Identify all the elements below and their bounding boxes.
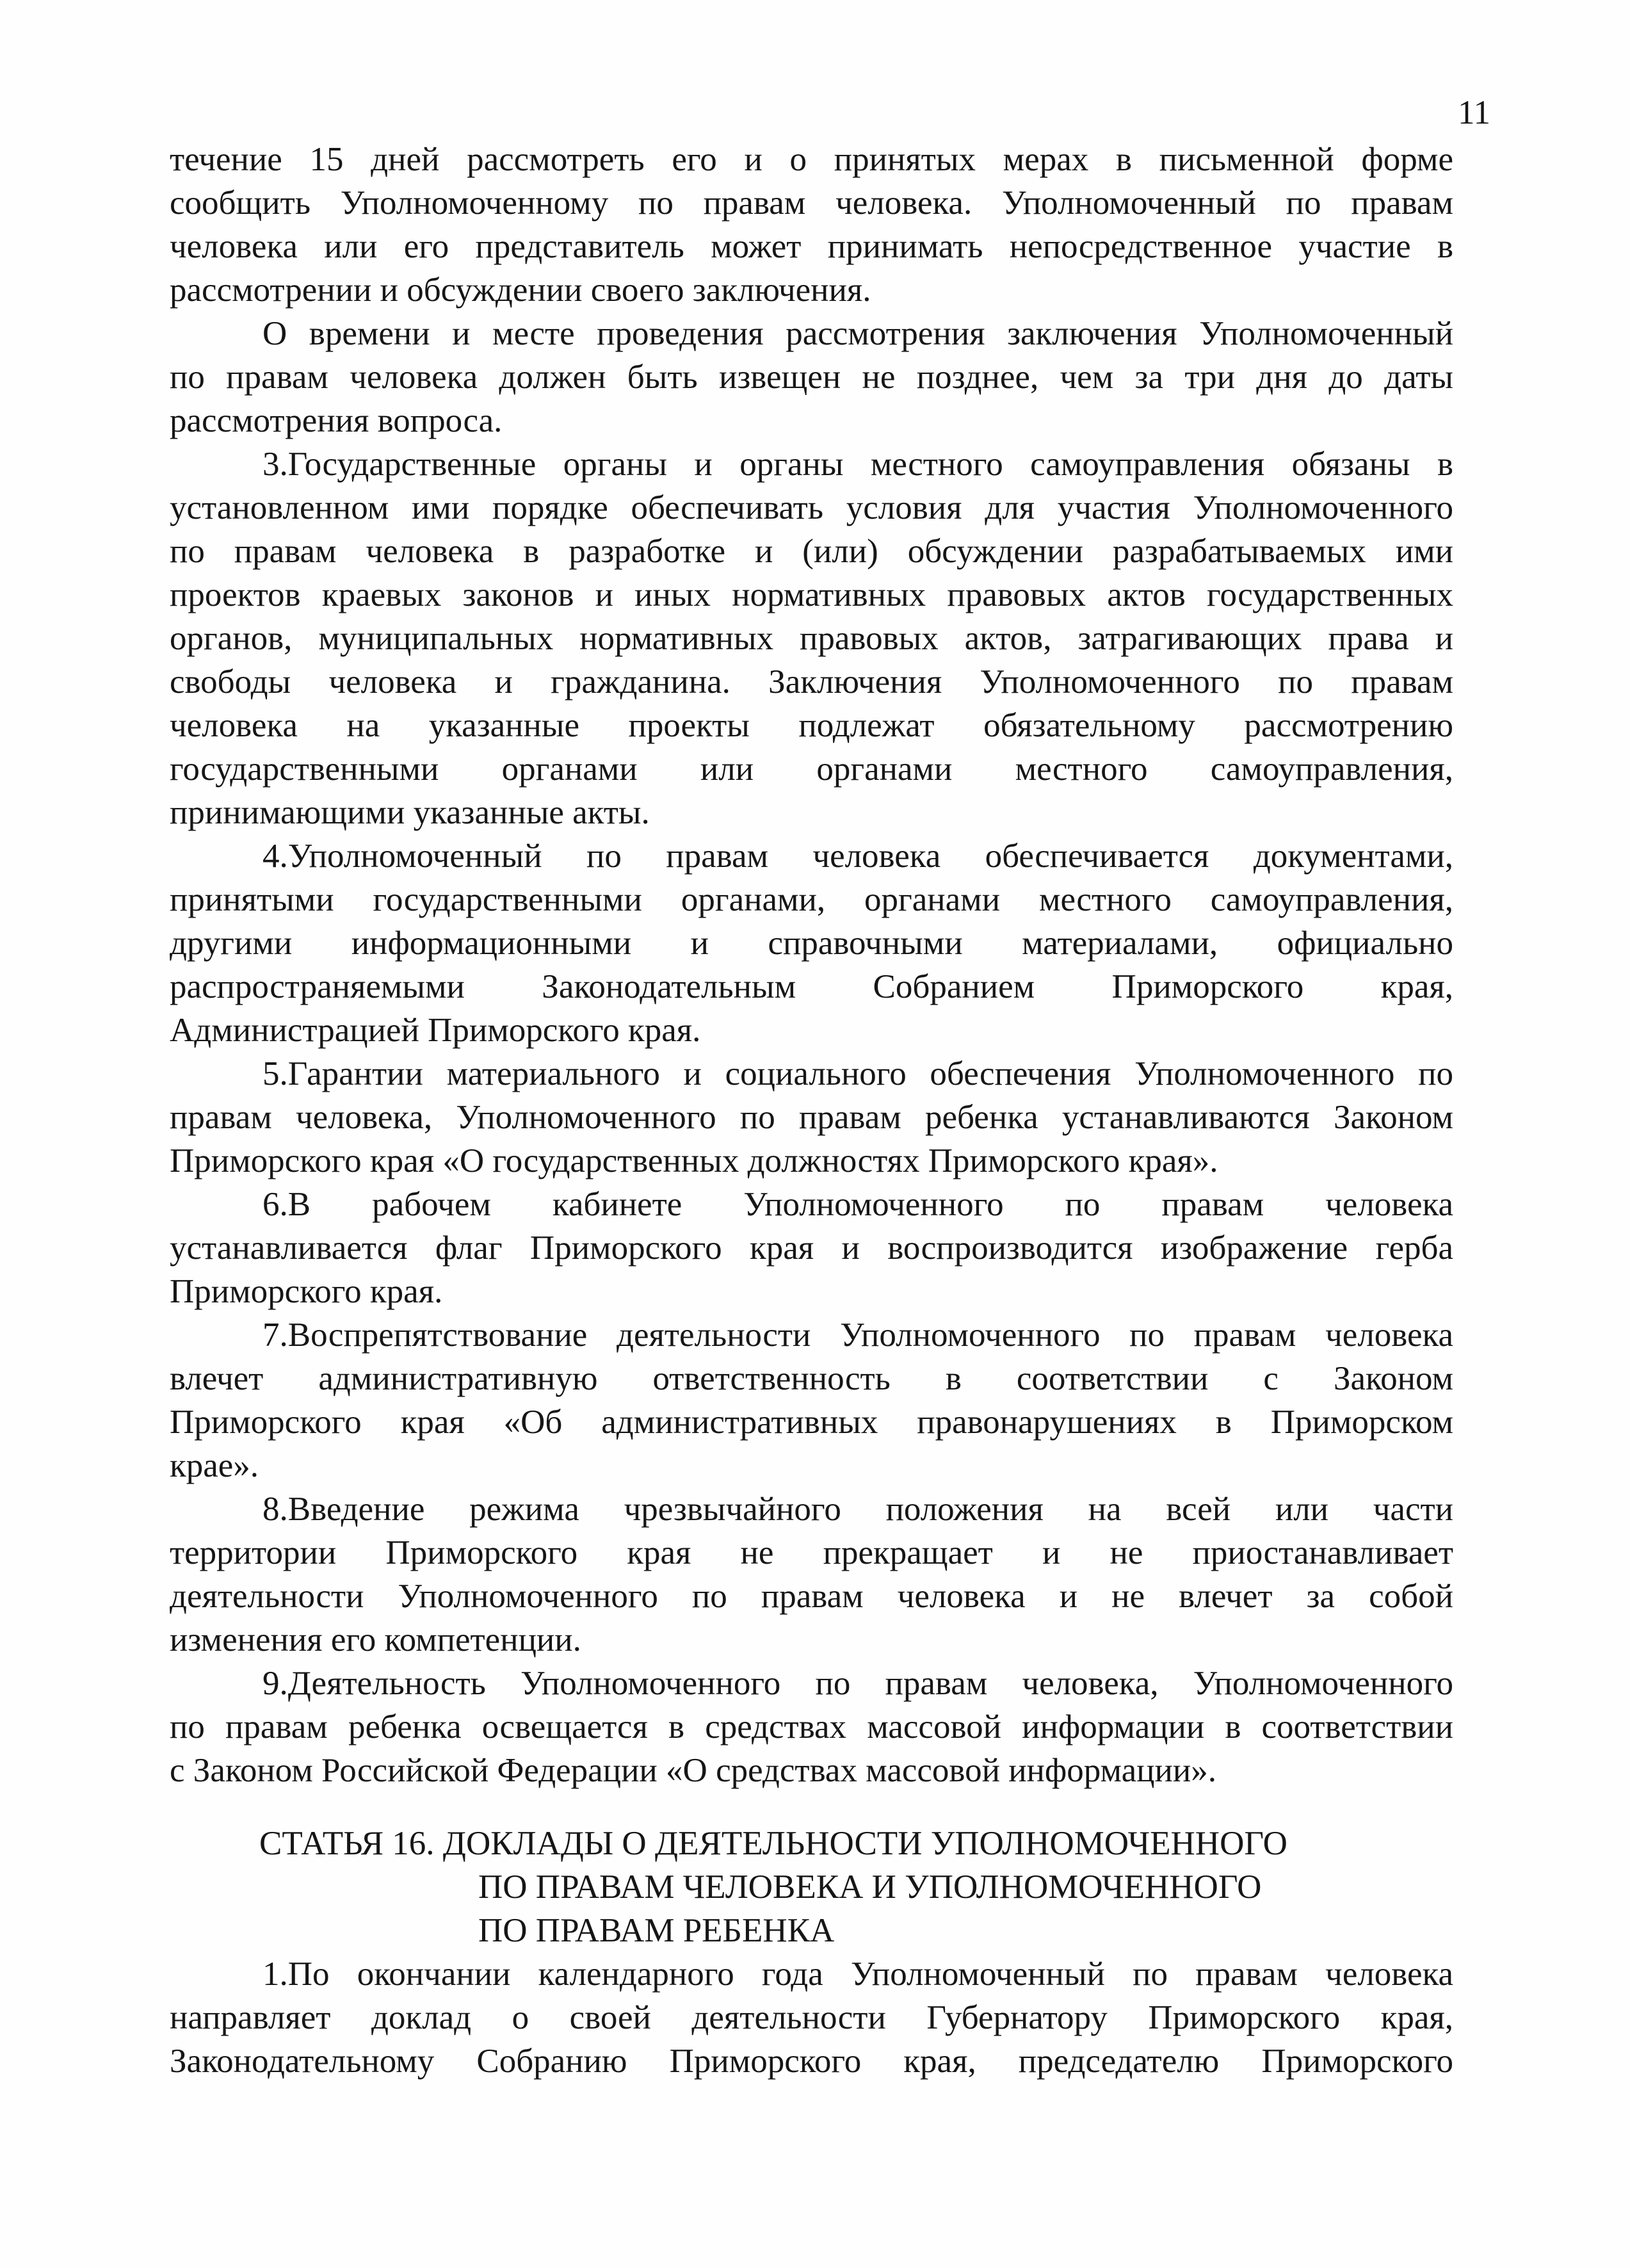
heading-line: ПО ПРАВАМ ЧЕЛОВЕКА И УПОЛНОМОЧЕННОГО [478, 1868, 1262, 1906]
text-line: направляет доклад о своей деятельности Губернатору Приморского края, [170, 1999, 1453, 2036]
page-number: 11 [1457, 94, 1490, 131]
paragraph [170, 1313, 1453, 1487]
text-line: установленном ими порядке обеспечивать условия для участия Уполномоченного [170, 489, 1453, 526]
text-line: Законодательному Собранию Приморского края, председателю Приморского [170, 2043, 1453, 2080]
text-line: течение 15 дней рассмотреть его и о принятых мерах в письменной форме [170, 141, 1453, 178]
paragraph [170, 312, 1453, 442]
text-line: 1.По окончании календарного года Уполномоченный по правам человека [262, 1956, 1453, 1993]
text-line: территории Приморского края не прекращает и не приостанавливает [170, 1534, 1453, 1571]
text-line: 9.Деятельность Уполномоченного по правам человека, Уполномоченного [262, 1665, 1453, 1702]
text-line: по правам человека в разработке и (или) обсуждении разрабатываемых ими [170, 533, 1453, 570]
paragraph [170, 1487, 1453, 1662]
section-heading [170, 1822, 1453, 1952]
text-line: по правам человека должен быть извещен не позднее, чем за три дня до даты [170, 359, 1453, 396]
heading-line: СТАТЬЯ 16. ДОКЛАДЫ О ДЕЯТЕЛЬНОСТИ УПОЛНОМОЧЕННОГО [259, 1825, 1287, 1862]
paragraph [170, 138, 1453, 312]
text-line: О времени и месте проведения рассмотрения заключения Уполномоченный [262, 315, 1453, 352]
paragraph [170, 442, 1453, 834]
text-line: принимающими указанные акты. [170, 794, 650, 831]
text-line: Приморского края. [170, 1273, 443, 1310]
text-line: распространяемыми Законодательным Собранием Приморского края, [170, 968, 1453, 1005]
text-line: Приморского края «Об административных правонарушениях в Приморском [170, 1404, 1453, 1441]
text-line: по правам ребенка освещается в средствах массовой информации в соответствии [170, 1708, 1453, 1746]
text-line: 3.Государственные органы и органы местного самоуправления обязаны в [262, 446, 1453, 483]
text-line: принятыми государственными органами, органами местного самоуправления, [170, 881, 1453, 918]
paragraph [170, 1183, 1453, 1313]
text-line: устанавливается флаг Приморского края и воспроизводится изображение герба [170, 1229, 1453, 1267]
paragraph [170, 1952, 1453, 2083]
text-line: крае». [170, 1447, 259, 1484]
text-line: рассмотрения вопроса. [170, 402, 503, 439]
text-line: проектов краевых законов и иных нормативных правовых актов государственных [170, 576, 1453, 613]
text-line: человека или его представитель может принимать непосредственное участие в [170, 228, 1453, 265]
text-line: свободы человека и гражданина. Заключения Уполномоченного по правам [170, 663, 1453, 701]
heading-line: ПО ПРАВАМ РЕБЕНКА [478, 1912, 835, 1949]
text-line: другими информационными и справочными материалами, официально [170, 925, 1453, 962]
text-line: Приморского края «О государственных должностях Приморского края». [170, 1142, 1218, 1179]
text-line: с Законом Российской Федерации «О средствах массовой информации». [170, 1752, 1217, 1789]
text-line: органов, муниципальных нормативных правовых актов, затрагивающих права и [170, 620, 1453, 657]
text-line: сообщить Уполномоченному по правам человека. Уполномоченный по правам [170, 184, 1453, 222]
text-line: рассмотрении и обсуждении своего заключения. [170, 271, 871, 309]
document-body [170, 138, 1453, 2083]
text-line: 4.Уполномоченный по правам человека обеспечивается документами, [262, 838, 1453, 875]
paragraph [170, 834, 1453, 1052]
paragraph [170, 1052, 1453, 1183]
text-line: 5.Гарантии материального и социального обеспечения Уполномоченного по [262, 1055, 1453, 1092]
text-line: человека на указанные проекты подлежат обязательному рассмотрению [170, 707, 1453, 744]
text-line: 7.Воспрепятствование деятельности Уполномоченного по правам человека [262, 1316, 1453, 1354]
paragraph [170, 1662, 1453, 1792]
text-line: влечет административную ответственность в соответствии с Законом [170, 1360, 1453, 1397]
text-line: 8.Введение режима чрезвычайного положения на всей или части [262, 1491, 1453, 1528]
text-line: правам человека, Уполномоченного по правам ребенка устанавливаются Законом [170, 1099, 1453, 1136]
text-line: изменения его компетенции. [170, 1621, 581, 1658]
text-line: государственными органами или органами местного самоуправления, [170, 750, 1453, 788]
text-line: деятельности Уполномоченного по правам человека и не влечет за собой [170, 1578, 1453, 1615]
text-line: 6.В рабочем кабинете Уполномоченного по правам человека [262, 1186, 1453, 1223]
text-line: Администрацией Приморского края. [170, 1012, 701, 1049]
